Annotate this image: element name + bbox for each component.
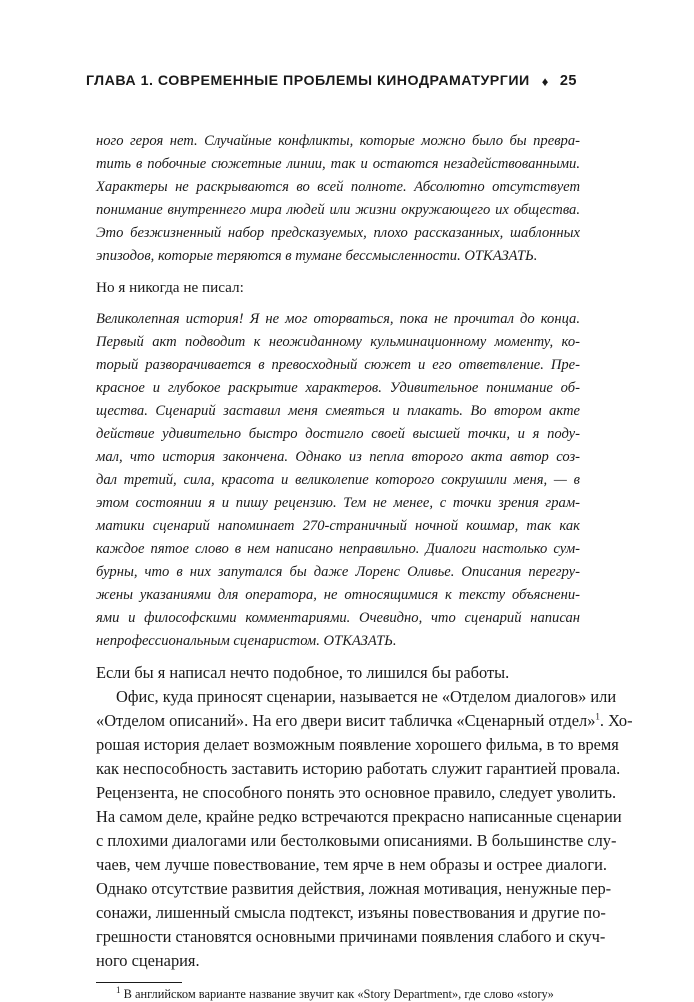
- footnote-ref: 1: [595, 711, 600, 722]
- body-line: [96, 710, 633, 732]
- quote1-line: Характеры не раскрываются во всей полноте. Абсолютно отсутствует: [96, 179, 580, 195]
- body-line: с плохими диалогами или бестолковыми описаниями. В большинстве слу-: [96, 831, 617, 850]
- body-line: рошая история делает возможным появление хорошего фильма, в то время: [96, 735, 619, 754]
- quote2-line: торый разворачивается в превосходный сюжет и его ответвление. Пре-: [96, 357, 580, 373]
- body-line: На самом деле, крайне редко встречаются прекрасно написанные сценарии: [96, 807, 622, 826]
- footnote-marker: 1: [116, 984, 121, 995]
- body-line-tail: . Хо-: [599, 711, 633, 730]
- quote1-line: понимание внутреннего мира людей или жизни окружающего их общества.: [96, 202, 580, 218]
- chapter-title: ГЛАВА 1. СОВРЕМЕННЫЕ ПРОБЛЕМЫ КИНОДРАМАТУРГИИ: [85, 73, 530, 89]
- quote2-line: ями и философскими комментариями. Очевидно, что сценарий написан: [96, 610, 580, 626]
- body-line: Рецензента, не способного понять это основное правило, следует уволить.: [96, 783, 617, 802]
- footnote-divider: [96, 982, 182, 983]
- quote2-line: жены указаниями для оператора, не относящимися к тексту объяснени-: [96, 587, 580, 603]
- quote1-line: Это безжизненный набор предсказуемых, плохо рассказанных, шаблонных: [96, 225, 580, 241]
- quote2-line: матики сценарий напоминает 270-страничный ночной кошмар, так как: [96, 518, 580, 534]
- footnote-text: В английском варианте название звучит как «Story Department», где слово «story»: [123, 987, 554, 1001]
- quote2-line: этом состоянии я и пишу рецензию. Тем не менее, с точки зрения грам-: [96, 495, 580, 511]
- quote2-line: действие удивительно быстро достигло своей высшей точки, и я поду-: [96, 426, 580, 442]
- body-line: грешности становятся основными причинами появления слабого и скуч-: [96, 927, 606, 946]
- body-line: Если бы я написал нечто подобное, то лишился бы работы.: [96, 663, 510, 682]
- quote1-line: тить в побочные сюжетные линии, так и остаются незадействованными.: [96, 156, 580, 172]
- quote1-line: эпизодов, которые теряются в тумане бессмысленности. ОТКАЗАТЬ.: [96, 248, 538, 264]
- body-line-text: «Отделом описаний». На его двери висит табличка «Сценарный отдел»: [96, 711, 596, 730]
- quote2-line: непрофессиональным сценаристом. ОТКАЗАТЬ.: [96, 633, 397, 649]
- quote1-line: ного героя нет. Случайные конфликты, которые можно было бы превра-: [96, 133, 580, 149]
- body-line: сонажи, лишенный смысла подтекст, изъяны повествования и другие по-: [96, 903, 606, 922]
- intro-line: Но я никогда не писал:: [96, 279, 244, 296]
- quote2-line: дал третий, сила, красота и великолепие которого сокрушили меня, — в: [96, 472, 580, 488]
- quote2-line: Великолепная история! Я не мог оторваться, пока не прочитал до конца.: [96, 311, 580, 327]
- running-header: [85, 71, 577, 91]
- quote2-line: щества. Сценарий заставил меня смеяться и плакать. Во втором акте: [96, 403, 580, 419]
- quote2-line: каждое пятое слово в нем написано неправильно. Диалоги настолько сум-: [96, 541, 580, 557]
- quote2-line: бурны, что в них запутался бы даже Лоренс Оливье. Описания перегру-: [96, 564, 580, 580]
- body-line: Однако отсутствие развития действия, ложная мотивация, ненужные пер-: [96, 879, 612, 898]
- quote2-line: красное и глубокое раскрытие характеров. Удивительное понимание об-: [96, 380, 580, 396]
- body-line: как неспособность заставить историю работать служит гарантией провала.: [96, 759, 621, 778]
- body-line: Офис, куда приносят сценарии, называется не «Отделом диалогов» или: [116, 687, 617, 706]
- body-line: ного сценария.: [96, 951, 200, 970]
- page-number: 25: [559, 73, 577, 89]
- body-line: чаев, чем лучше повествование, тем ярче в нем образы и острее диалоги.: [96, 855, 607, 874]
- diamond-separator-icon: ♦: [541, 73, 549, 89]
- quote2-line: Первый акт подводит к неожиданному кульминационному моменту, ко-: [96, 334, 580, 350]
- quote2-line: мал, что история закончена. Однако из пепла второго акта автор соз-: [96, 449, 580, 465]
